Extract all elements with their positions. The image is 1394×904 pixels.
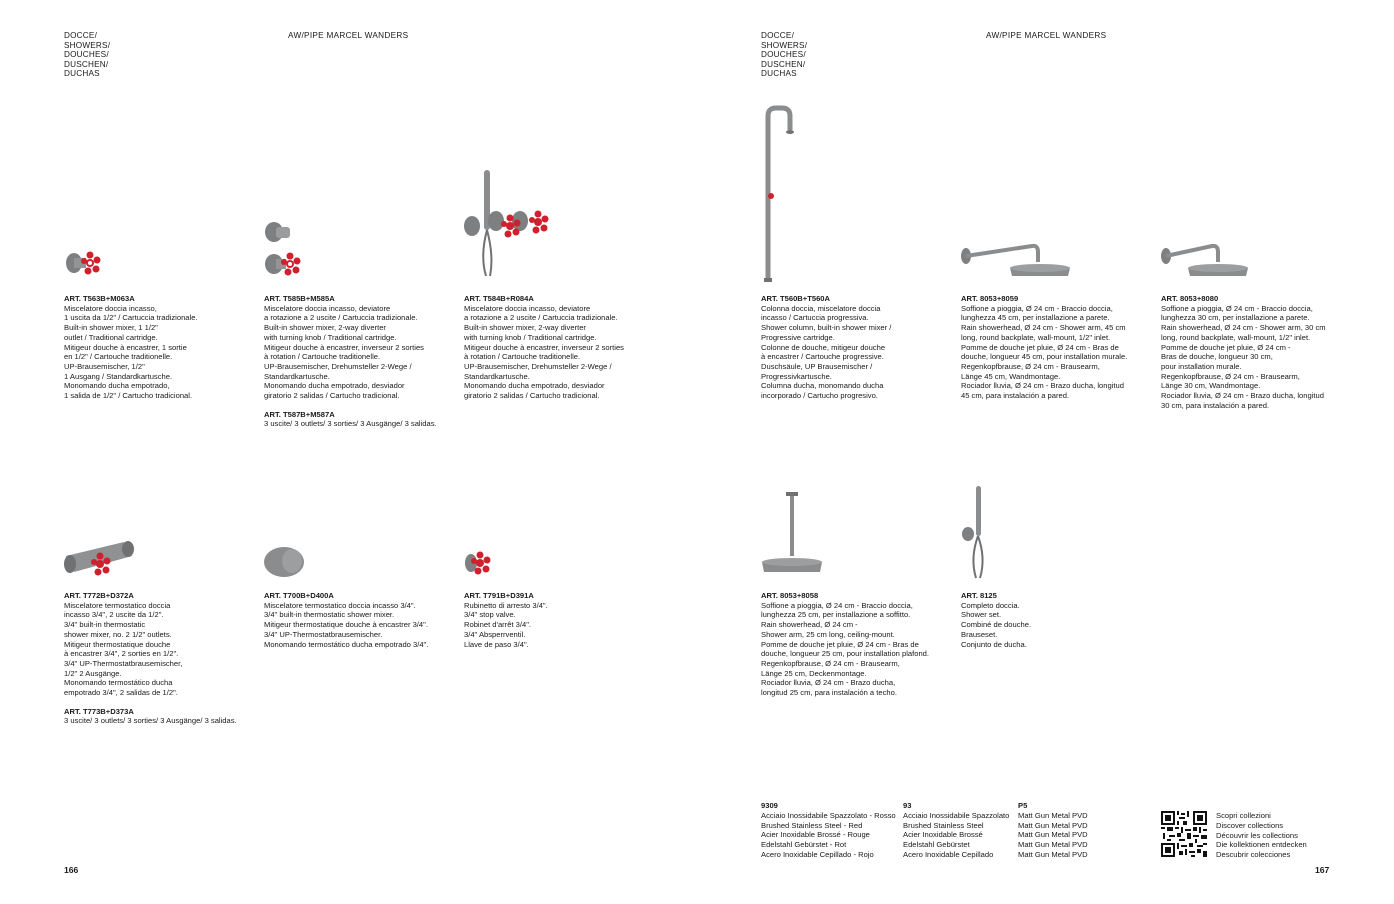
product-t772b: ART. T772B+D372A Miscelatore termostatico doccia incasso 3/4", 2 uscite da 1/2". 3/4" built-in thermostatic shower mixer, no. 2 1/2" outlets. Mitigeur thermostatique douche à encastrer 3/4", 2 sorties en 1/2". 3/4" UP-Thermostatbrausemischer, 1/2" 2 Ausgänge. Monomando termostático ducha empotrado 3/4", 2 salidas de 1/2". ART. T773B+D373A 3 uscite/ 3 outlets/ 3 sorties/ 3 Ausgänge/ 3 salidas. xyxy=(64,591,254,726)
product-image-8053-8058 xyxy=(758,490,828,582)
product-image-t772b xyxy=(62,536,138,582)
product-t584b: ART. T584B+R084A Miscelatore doccia incasso, deviatore a rotazione a 2 uscite / Cartuccia tradizionale. Built-in shower mixer, 2-way diverter with turning knob / Traditional cartridge. Mitigeur douche à encastrer, inverseur 2 sorties à rotation / Cartouche traditionelle. UP-Brausemischer, Drehumsteller 2-Wege / Standardkartusche. Monomando ducha empotrado, desviador giratorio 2 salidas / Cartucho tradicional. xyxy=(464,294,654,401)
product-code: ART. T772B+D372A xyxy=(64,591,134,600)
product-code: ART. T585B+M585A xyxy=(264,294,335,303)
product-image-t563b xyxy=(62,250,104,280)
product-image-t584b xyxy=(462,166,554,282)
page-number-right: 167 xyxy=(1315,865,1330,875)
product-t791b: ART. T791B+D391A Rubinetto di arresto 3/4". 3/4" stop valve. Robinet d'arrêt 3/4". 3/4" Absperrventil. Llave de paso 3/4". xyxy=(464,591,654,649)
product-image-t791b xyxy=(462,548,494,580)
product-t563b: ART. T563B+M063A Miscelatore doccia incasso, 1 uscita da 1/2" / Cartuccia tradizionale. Built-in shower mixer, 1 1/2" outlet / Traditional cartridge. Mitigeur douche à encastrer, 1 sortie en 1/2" / Cartouche traditionelle. UP-Brausemischer, 1/2" 1 Ausgang / Standardkartusche. Monomando ducha empotrado, 1 salida de 1/2" / Cartucho tradicional. xyxy=(64,294,254,401)
product-image-t700b xyxy=(262,544,310,580)
product-code: ART. T584B+R084A xyxy=(464,294,534,303)
product-code: ART. 8053+8080 xyxy=(1161,294,1219,303)
product-code: ART. 8053+8059 xyxy=(961,294,1019,303)
finish-93: 93 Acciaio Inossidabile Spazzolato Brushed Stainless Steel Acier Inoxidable Brossé Edelstahl Gebürstet Acero Inoxidable Cepillado xyxy=(903,801,1010,859)
product-t585b: ART. T585B+M585A Miscelatore doccia incasso, deviatore a rotazione a 2 uscite / Cartuccia tradizionale. Built-in shower mixer, 2-way diverter with turning knob / Traditional cartridge. Mitigeur douche à encastrer, inverseur 2 sorties à rotation / Cartouche traditionelle. UP-Brausemischer, Drehumsteller 2-Wege / Standardkartusche. Monomando ducha empotrado, desviador giratorio 2 salidas / Cartucho tradicional. ART. T587B+M587A 3 uscite/ 3 outlets/ 3 sorties/ 3 Ausgänge/ 3 salidas. xyxy=(264,294,454,429)
finish-9309: 9309 Acciaio Inossidabile Spazzolato - Rosso Brushed Stainless Steel - Red Acier Inoxidable Brossé - Rouge Edelstahl Gebürstet - Rot Acero Inoxidable Cepillado - Rojo xyxy=(761,801,896,859)
product-code-variant: ART. T773B+D373A xyxy=(64,706,134,716)
product-code-variant: ART. T587B+M587A xyxy=(264,409,335,419)
series-title-right: AW/PIPE MARCEL WANDERS xyxy=(986,31,1107,40)
category-label-left: DOCCE/ SHOWERS/ DOUCHES/ DUSCHEN/ DUCHAS xyxy=(64,31,111,79)
product-code: ART. T791B+D391A xyxy=(464,591,534,600)
product-8125: ART. 8125 Completo doccia. Shower set. Combiné de douche. Brauseset. Conjunto de ducha. xyxy=(961,591,1151,649)
product-image-8125 xyxy=(958,484,994,582)
product-image-8053-8080 xyxy=(1158,240,1254,284)
discover-collections-link[interactable]: Scopri collezioni Discover collections Découvrir les collections Die kollektionen entdecken Descubrir colecciones xyxy=(1216,811,1307,860)
product-image-t560b xyxy=(758,104,798,284)
product-t560b: ART. T560B+T560A Colonna doccia, miscelatore doccia incasso / Cartuccia progressiva. Shower column, built-in shower mixer / Progressive cartridge. Colonne de douche, mitigeur douche à encastrer / Cartouche progressive. Duschsäule, UP Brausemischer / Progressivkartusche. Columna ducha, monomando ducha incorporado / Cartucho progresivo. xyxy=(761,294,951,401)
product-code: ART. T700B+D400A xyxy=(264,591,334,600)
product-code: ART. 8053+8058 xyxy=(761,591,819,600)
qr-code-icon[interactable] xyxy=(1161,811,1207,857)
product-image-8053-8059 xyxy=(958,240,1074,284)
series-title-left: AW/PIPE MARCEL WANDERS xyxy=(288,31,409,40)
product-code: ART. 8125 xyxy=(961,591,997,600)
finish-p5: P5 Matt Gun Metal PVD Matt Gun Metal PVD Matt Gun Metal PVD Matt Gun Metal PVD Matt Gun Metal PVD xyxy=(1018,801,1088,859)
product-8053-8059: ART. 8053+8059 Soffione a pioggia, Ø 24 cm - Braccio doccia, lunghezza 45 cm, per installazione a parete. Rain showerhead, Ø 24 cm - Shower arm, 45 cm long, round backplate, wall-mount, 1/2" inlet. Pomme de douche jet pluie, Ø 24 cm - Bras de douche, longueur 45 cm, pour installation murale. Regenkopfbrause, Ø 24 cm - Brausearm, Länge 45 cm, Wandmontage. Rociador lluvia, Ø 24 cm - Brazo ducha, longitud 45 cm, para instalación a pared. xyxy=(961,294,1151,401)
product-t700b: ART. T700B+D400A Miscelatore termostatico doccia incasso 3/4". 3/4" built-in thermostatic shower mixer. Mitigeur thermostatique douche à encastrer 3/4". 3/4" UP-Thermostatbrausemischer. Monomando termostático ducha empotrado 3/4". xyxy=(264,591,454,649)
product-code: ART. T560B+T560A xyxy=(761,294,831,303)
product-8053-8058: ART. 8053+8058 Soffione a pioggia, Ø 24 cm - Braccio doccia, lunghezza 25 cm, per installazione a soffitto. Rain showerhead, Ø 24 cm - Shower arm, 25 cm long, ceiling-mount. Pomme de douche jet pluie, Ø 24 cm - Bras de douche, longueur 25 cm, pour installation plafond. Regenkopfbrause, Ø 24 cm - Brausearm, Länge 25 cm, Deckenmontage. Rociador lluvia, Ø 24 cm - Brazo ducha, longitud 25 cm, para instalación a techo. xyxy=(761,591,951,698)
product-image-t585b xyxy=(262,220,304,282)
product-code: ART. T563B+M063A xyxy=(64,294,135,303)
category-label-right: DOCCE/ SHOWERS/ DOUCHES/ DUSCHEN/ DUCHAS xyxy=(761,31,808,79)
page-number-left: 166 xyxy=(64,865,79,875)
product-8053-8080: ART. 8053+8080 Soffione a pioggia, Ø 24 cm - Braccio doccia, lunghezza 30 cm, per installazione a parete. Rain showerhead, Ø 24 cm - Shower arm, 30 cm long, round backplate, wall-mount, 1/2" inlet. Pomme de douche jet pluie, Ø 24 cm - Bras de douche, longueur 30 cm, pour installation murale. Regenkopfbrause, Ø 24 cm - Brausearm, Länge 30 cm, Wandmontage. Rociador lluvia, Ø 24 cm - Brazo ducha, longitud 30 cm, para instalación a pared. xyxy=(1161,294,1351,410)
